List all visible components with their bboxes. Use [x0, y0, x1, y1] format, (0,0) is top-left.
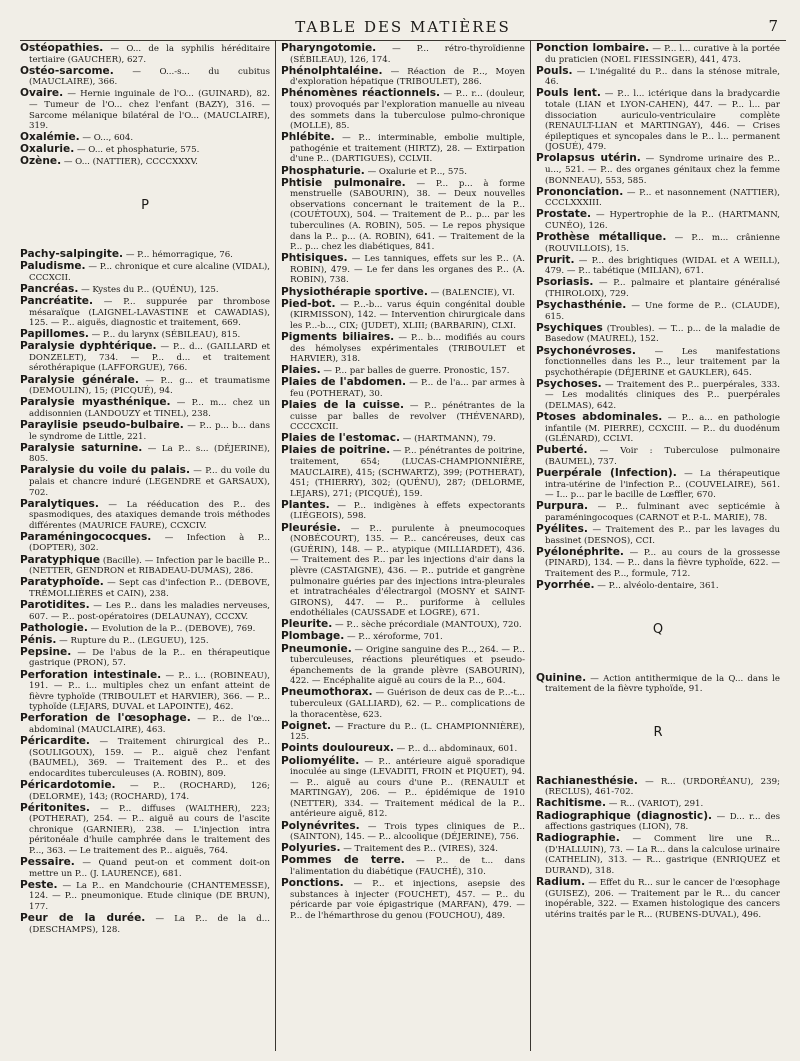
entry-headword: Ostéo-sarcome. — [20, 64, 114, 77]
entry-headword: Pepsine. — [20, 645, 72, 658]
column-left — [20, 41, 275, 1051]
entry-references: — P... de t... dans l'alimentation du diabétique (FAUCHÉ), 310. — [290, 856, 525, 877]
entry-headword: Pneumonie. — [281, 642, 352, 655]
entry-references: — Quand peut-on et comment doit-on mettre un P... (J. LAURENCE), 681. — [29, 858, 270, 879]
index-entry — [20, 499, 270, 532]
entry-headword: Pouls. — [536, 64, 573, 77]
entry-references: — Fracture du P... (L. CHAMPIONNIÈRE), 125. — [290, 721, 525, 743]
index-entry — [281, 687, 525, 720]
index-entry — [20, 670, 270, 713]
index-entry — [281, 299, 525, 332]
entry-headword: Poignet. — [281, 719, 332, 732]
entry-headword: Oxalurie. — [20, 143, 75, 156]
entry-references: — P... des brightiques (WIDAL et A WEILL), 479. — P... tabétique (MILIAN), 671. — [545, 255, 780, 277]
index-entry — [536, 187, 780, 209]
entry-references: — P... l... ictérique dans la bradycardie totale (LIAN et LYON-CAHEN), 447. — P... l... par dissociation auriculo-ventriculaire complète (RENAULT-LIAN et MARTINGAY), 446. — Crises épileptiques et syncopales dans le P... l... permanent (JOSUÉ), 479. — [545, 89, 780, 153]
entry-headword: Paratyphique — [20, 553, 101, 566]
entry-headword: Rachitisme. — [536, 797, 607, 810]
index-entry — [536, 346, 780, 379]
entry-headword: Polyuries. — [281, 842, 341, 855]
entry-references: — P... xéroforme, 701. — [344, 632, 443, 643]
index-entry — [536, 673, 780, 695]
entry-references: — Oxalurie et P..., 575. — [364, 166, 467, 177]
index-entry — [536, 323, 780, 345]
entry-references: — P... g... et traumatisme (DEMOULIN), 15; (PICQUÉ), 94. — [29, 375, 270, 397]
page-number: 7 — [768, 17, 778, 35]
index-entry — [20, 577, 270, 599]
index-entry — [536, 153, 780, 186]
index-entry — [536, 209, 780, 231]
entry-references: — P... antérieure aiguë sporadique inoculée au singe (LEVADITI, FROIN et PIQUET), 94. — P... aiguë au cours d'une P... (RENAULT et MARTINGAY), 206. — P... épidémique de 1910 (NETTER), 334. — Traitement médical de la P... antérieure aiguë, 812. — [290, 756, 525, 820]
index-entry — [281, 855, 525, 877]
entry-headword: Pharyngotomie. — [281, 42, 377, 54]
entry-references: — Les manifestations fonctionnelles dans les P..., leur traitement par la psychothérapie (DÉJERINE et GAUKLER), 645. — [545, 346, 780, 378]
entry-headword: Radiographique (diagnostic). — [536, 809, 713, 822]
entry-references: — Trois types cliniques de P... (SAINTON), 145. — P... alcoolique (DÉJERINE), 756. — [290, 821, 525, 843]
index-entry — [536, 833, 780, 876]
entry-headword: Plaies de l'estomac. — [281, 432, 401, 445]
entry-references: — Traitement des P... (VIRES), 324. — [340, 844, 498, 855]
entry-headword: Pleurite. — [281, 618, 333, 631]
column-right — [530, 41, 785, 1051]
entry-references: — Infection à P... (DOPTER), 302. — [29, 532, 270, 554]
entry-references: — La thérapeutique intra-utérine de l'infection P... (COUVELAIRE), 561. — I... p... par le bacille de Lœffler, 670. — [545, 469, 780, 501]
entry-references: — P... pénétrantes de poitrine, traitement, 654; (LUCAS-CHAMPIONNIÈRE, MAUCLAIRE), 415; (SCHWARTZ), 399; (POTHERAT), 451; (THIERRY), 302; (QUÉNU), 287; (DELORME, LEJARS), 271; (PICQUÉ), 159. — [290, 446, 525, 499]
entry-references: — P... a... en pathologie infantile (M. PIERRE), CCXCIII. — P... du duodénum (GLÉNARD), CCLVI. — [545, 413, 780, 445]
entry-headword: Papillomes. — [20, 328, 89, 341]
entry-references: — P... et nasonnement (NATTIER), CCCLXXXIII. — [545, 187, 780, 209]
entry-references: — P... p... à forme menstruelle (SABOURIN), 38. — Deux nouvelles observations concernant le traitement de la P... (COUÉTOUX), 504. — Traitement de P... p... par les tuberculines (A. ROBIN), 505. — Le repos physique dans la P... p... (A. ROBIN), 641. — Traitement de la P... p... chez les diabétiques, 841. — [290, 178, 525, 253]
entry-references: — P... du voile du palais et chancre induré (LEGENDRE et GARSAUX), 702. — [29, 466, 270, 498]
entry-headword: Pyélites. — [536, 523, 588, 536]
page-header — [20, 14, 786, 41]
index-entry — [20, 249, 270, 261]
entry-headword: Psychiques — [536, 321, 603, 334]
entry-headword: Ponction lombaire. — [536, 42, 650, 54]
index-entry — [536, 88, 780, 153]
index-entry — [281, 66, 525, 88]
entry-references: — Traitement chirurgical des P... (SOULIGOUX), 159. — P... aiguë chez l'enfant (BAUMEL), 369. — Traitement des P... et des endocardites tuberculeuses (A. ROBIN), 809. — [29, 737, 270, 779]
entry-references: — P... m... chez un addisonnien (LANDOUZY et TINEL), 238. — [29, 398, 270, 419]
entry-references: — P... l... curative à la portée du praticien (NOEL FIESSINGER), 441, 473. — [545, 44, 781, 65]
entry-headword: Paraylisie pseudo-bulbaire. — [20, 418, 184, 431]
entry-headword: Plombage. — [281, 630, 345, 643]
entry-headword: Pancréatite. — [20, 294, 93, 307]
entry-headword: Phlébite. — [281, 131, 335, 144]
entry-headword: Peste. — [20, 878, 58, 891]
index-entry — [281, 132, 525, 165]
entry-headword: Péritonites. — [20, 801, 90, 814]
column-middle — [275, 41, 530, 1051]
index-entry — [536, 877, 780, 920]
entry-references: — P... au cours de la grossesse (PINARD), 134. — P... dans la fièvre typhoïde, 622. — Traitement des P..., formule, 712. — [545, 547, 780, 579]
entry-headword: Prothèse métallique. — [536, 231, 667, 244]
index-entry — [20, 88, 270, 131]
index-entry — [20, 397, 270, 419]
index-entry — [20, 156, 270, 168]
index-entry — [536, 468, 780, 501]
entry-headword: Purpura. — [536, 500, 589, 513]
entry-references: — P... purulente à pneumocoques (NOBÉCOURT), 135. — P... cancéreuses, deux cas (GUÉRIN), 148. — P... atypique (MILLIARDET), 436. — Traitement des P... par les injections d'air dans la plèvre (CASTAIGNE), 436. — P... putride et gangrène pulmonaire guéries par des injections intra-pleurales et intratrachéales d'électrargol (MOSNY et SAINT-GIRONS), 447. — P... puriforme à cellules endothéliales (CAUSSADE et LOGRE), 671. — [290, 523, 525, 619]
index-entry — [536, 255, 780, 277]
entry-references: — Syndrome urinaire des P... u..., 521. — P... des organes génitaux chez la femme (BONNEAU), 553, 585. — [545, 154, 780, 186]
index-entry — [281, 253, 525, 286]
entry-headword: Oxalémie. — [20, 131, 80, 144]
entry-references: — Guérison de deux cas de P...-t... tuberculeux (GALLIARD), 62. — P... complications de la thoracentèse, 623. — [290, 688, 525, 720]
index-entry — [536, 547, 780, 580]
index-entry — [281, 878, 525, 921]
index-entry — [536, 43, 780, 65]
page-title: TABLE DES MATIÈRES — [295, 18, 511, 36]
index-entry — [281, 166, 525, 178]
entry-references: — (BALENCIE), VI. — [427, 287, 515, 298]
index-entry — [536, 232, 780, 254]
entry-headword: Ptoses abdominales. — [536, 411, 663, 424]
entry-references: — P... i... (ROBINEAU), 191. — P... i... multiples chez un enfant atteint de fièvre typhoïde (TRIBOULET et HARVIER), 366. — P... typhoïde (LEJARS, DUVAL et LAPOINTE), 462. — [29, 670, 270, 713]
entry-headword: Paratyphoïde. — [20, 576, 104, 589]
index-entry — [20, 261, 270, 283]
entry-references: (Bacille). — Infection par le bacille P... (NETTER, GENDRON et RIBADEAU-DUMAS), 286. — [29, 555, 270, 577]
entry-headword: Pleurésie. — [281, 521, 341, 534]
entry-headword: Prurit. — [536, 253, 575, 266]
index-entry — [20, 465, 270, 498]
index-entry — [281, 332, 525, 365]
entry-references: — Rupture du P... (LEGUEU), 125. — [56, 635, 209, 646]
entry-headword: Paralytiques. — [20, 497, 99, 510]
entry-headword: Péricardotomie. — [20, 778, 116, 791]
entry-headword: Phtisiques. — [281, 252, 348, 265]
entry-headword: Pied-bot. — [281, 297, 336, 310]
entry-references: — De l'abus de la P... en thérapeutique gastrique (PRON), 57. — [29, 647, 270, 669]
entry-headword: Paraméningococques. — [20, 530, 152, 543]
entry-headword: Paralysie du voile du palais. — [20, 464, 191, 477]
entry-references: — La rééducation des P... des spasmodiques, des ataxiques demande trois méthodes différentes (MAURICE FAURE), CCXCIV. — [29, 499, 270, 531]
index-entry — [536, 776, 780, 798]
entry-references: — P... p... b... dans le syndrome de Little, 221. — [29, 420, 270, 442]
entry-headword: Plantes. — [281, 498, 330, 511]
entry-references: — La P... de la d... (DESCHAMPS), 128. — [29, 914, 270, 935]
entry-references: — P... de l'a... par armes à feu (POTHERAT), 30. — [290, 378, 525, 399]
index-entry — [20, 880, 270, 913]
entry-references: — Kystes du P... (QUÉNU), 125. — [78, 284, 219, 295]
entry-references: — P... par balles de guerre. Pronostic, 157. — [320, 366, 510, 377]
entry-headword: Points douloureux. — [281, 742, 394, 755]
entry-headword: Psychasthénie. — [536, 299, 627, 312]
entry-references: — P... pénétrantes de la cuisse par balles de revolver (THÉVENARD), CCCCXCII. — [290, 401, 525, 433]
entry-headword: Pessaire. — [20, 856, 75, 869]
entry-headword: Poliomyélite. — [281, 754, 360, 767]
index-entry — [536, 798, 780, 810]
entry-headword: Paralysie saturnine. — [20, 441, 143, 454]
entry-references: — P... alvéolo-dentaire, 361. — [594, 581, 719, 591]
index-entry — [281, 88, 525, 131]
entry-headword: Pommes de terre. — [281, 854, 405, 867]
index-entry — [281, 756, 525, 821]
entry-references: — Sept cas d'infection P... (DEBOVE, TRÉMOLLIÈRES et CAIN), 238. — [29, 578, 270, 599]
index-entry — [20, 43, 270, 65]
index-entry — [281, 843, 525, 855]
entry-headword: Ovaire. — [20, 87, 64, 100]
entry-references: — P... de l'œ... abdominal (MAUCLAIRE), 463. — [29, 714, 270, 735]
entry-references: — D... r... des affections gastriques (LION), 78. — [545, 811, 781, 833]
entry-headword: Pathologie. — [20, 621, 88, 634]
entry-references: — Traitement des P... puerpérales, 333. — Les modalités cliniques des P... puerpérales (DELMAS), 642. — [545, 379, 780, 411]
section-letter-q: Q — [652, 621, 664, 637]
entry-headword: Ozène. — [20, 155, 62, 168]
entry-headword: Perforation de l'œsophage. — [20, 712, 191, 725]
entry-headword: Plaies de la cuisse. — [281, 399, 404, 411]
entry-references: — Voir : Tuberculose pulmonaire (BAUMEL), 737. — [545, 446, 780, 467]
entry-references: — P... et injections, asepsie des substances à injecter (FOUCHET), 457. — P... du péricarde par voie épigastrique (MARFAN), 479. — P... de l'hémarthrose du genou (FOUCHOU), 489. — [290, 879, 525, 921]
entry-headword: Plaies. — [281, 364, 321, 377]
index-entry — [20, 296, 270, 329]
index-entry — [281, 500, 525, 522]
index-entry — [536, 300, 780, 322]
entry-references: — P... m... crânienne (ROUVILLOIS), 15. — [545, 233, 780, 254]
entry-references: — Réaction de P..., Moyen d'exploration hépatique (TRIBOULET), 286. — [290, 66, 525, 88]
entry-references: — Une forme de P... (CLAUDE), 615. — [545, 301, 780, 322]
entry-headword: Polynévrites. — [281, 819, 360, 832]
entry-references: — Action antithermique de la Q... dans le traitement de la fièvre typhoïde, 91. — [545, 673, 780, 695]
index-entry — [536, 412, 780, 445]
index-entry — [281, 178, 525, 253]
index-entry — [281, 43, 525, 65]
entry-headword: Psoriasis. — [536, 276, 594, 289]
entry-references: — P... palmaire et plantaire généralisé (THIROLOIX), 729. — [545, 278, 780, 300]
entry-references: — Traitement des P... par les lavages du bassinet (DESNOS), CCI. — [545, 525, 780, 546]
entry-references: — O..., 604. — [79, 133, 134, 144]
entry-references: — (HARTMANN), 79. — [400, 434, 496, 445]
entry-headword: Peur de la durée. — [20, 912, 146, 925]
entry-headword: Paralysie générale. — [20, 373, 139, 386]
index-entry — [281, 821, 525, 843]
entry-headword: Plaies de poitrine. — [281, 444, 391, 457]
entry-headword: Phénomènes réactionnels. — [281, 87, 441, 100]
index-entry — [20, 600, 270, 622]
index-entry — [20, 736, 270, 779]
entry-references: — Hypertrophie de la P... (HARTMANN, CUNÉO), 126. — [545, 210, 780, 231]
index-entry — [536, 524, 780, 546]
entry-references: — P... hémorragique, 76. — [123, 250, 233, 261]
entry-references: — P... (ROCHARD), 126; (DELORME), 143; (ROCHARD), 174. — [29, 780, 270, 802]
entry-headword: Paralysie dyphtérique. — [20, 340, 157, 353]
index-entry — [20, 857, 270, 879]
entry-headword: Ponctions. — [281, 877, 344, 890]
entry-references: — P... diffuses (WALTHER), 223; (POTHERAT), 254. — P... aiguë au cours de l'ascite chronique (GARNIER), 238. — L'injection intra péritonéale d'huile camphrée dans le traitement des P..., 363. — Le traitement des P... aiguës, 764. — [29, 803, 270, 856]
entry-headword: Paludisme. — [20, 260, 86, 273]
entry-references: — Effet du R... sur le cancer de l'œsophage (GUISEZ), 206. — Traitement par le R... du cancer inopérable, 322. — Examen histologique des cancers utérins traités par le R... (RUBENS-DUVAL), 496. — [545, 878, 780, 920]
entry-references: — P... r... (douleur, toux) provoqués par l'exploration manuelle au niveau des sommets dans la tuberculose pulmo-chronique (MOLLE), 85. — [290, 89, 525, 132]
entry-headword: Phénolphtaléine. — [281, 64, 383, 77]
entry-headword: Prostate. — [536, 208, 592, 221]
index-entry — [20, 555, 270, 577]
entry-headword: Péricardite. — [20, 735, 90, 748]
entry-headword: Rachianesthésie. — [536, 774, 638, 787]
entry-references: — O... (NATTIER), CCCCXXXV. — [61, 157, 198, 168]
entry-headword: Pancréas. — [20, 282, 79, 295]
entry-references: — O...-s... du cubitus (MAUCLAIRE), 366. — [29, 66, 270, 88]
index-entry — [20, 803, 270, 857]
entry-references: — Les tanniques, effets sur les P... (A. ROBIN), 479. — Le fer dans les organes des P... (A. ROBIN), 738. — [290, 254, 525, 286]
entry-references: — P... rétro-thyroïdienne (SÉBILEAU), 126, 174. — [290, 44, 525, 65]
entry-references: — P... sèche précordiale (MANTOUX), 720. — [332, 620, 522, 631]
entry-references: — P... indigènes à effets expectorants (LIÉGEOIS), 598. — [290, 500, 525, 522]
entry-headword: Pyélonéphrite. — [536, 545, 624, 558]
index-entry — [281, 400, 525, 433]
entry-headword: Pneumothorax. — [281, 686, 373, 699]
index-entry — [536, 501, 780, 523]
entry-references: (Troubles). — T... p... de la maladie de Basedow (MAUREL), 152. — [545, 323, 780, 345]
index-entry — [20, 66, 270, 88]
entry-references: — R... (URDORÉANU), 239; (RECLUS), 461-702. — [545, 776, 780, 798]
index-entry — [20, 144, 270, 156]
index-entry — [281, 445, 525, 499]
entry-references: — Evolution de la P... (DEBOVE), 769. — [87, 623, 256, 634]
entry-references: — L'inégalité du P... dans la sténose mitrale, 46. — [545, 66, 780, 88]
entry-references: — P... chronique et cure alcaline (VIDAL), CCCXCII. — [29, 262, 270, 283]
section-letter-r: R — [653, 724, 663, 740]
index-entry — [20, 284, 270, 296]
entry-headword: Phtisie pulmonaire. — [281, 176, 406, 189]
index-entry — [281, 619, 525, 631]
entry-headword: Pachy-salpingite. — [20, 248, 124, 261]
entry-references: — La P... s... (DÉJERINE), 805. — [29, 443, 270, 465]
section-letter-p: P — [141, 198, 149, 214]
entry-headword: Psychonévroses. — [536, 344, 636, 357]
index-entry — [20, 635, 270, 647]
entry-headword: Parotidites. — [20, 598, 90, 611]
index-entry — [20, 375, 270, 397]
index-entry — [20, 623, 270, 635]
index-entry — [536, 445, 780, 467]
entry-headword: Physiothérapie sportive. — [281, 285, 428, 298]
entry-references: — P... suppurée par thrombose mésaraïque (LAIGNEL-LAVASTINE et CAWADIAS), 125. — P... aiguës, diagnostic et traitement, 669. — [29, 296, 270, 329]
entry-references: — O... de la syphilis héréditaire tertiaire (GAUCHER), 627. — [29, 44, 270, 65]
index-entry — [281, 433, 525, 445]
entry-headword: Ostéopathies. — [20, 42, 104, 54]
entry-headword: Prolapsus utérin. — [536, 152, 641, 165]
index-entry — [20, 443, 270, 465]
index-entry — [536, 580, 780, 592]
index-entry — [536, 811, 780, 833]
index-entry — [20, 647, 270, 669]
index-columns — [20, 41, 786, 1051]
entry-references: — P... interminable, embolie multiple, pathogénie et traitement (HIRTZ), 28. — Extirpation d'une P... (DARTIGUES), CCLVII. — [290, 133, 525, 165]
entry-references: — P... d... abdominaux, 601. — [393, 744, 518, 755]
index-entry — [536, 66, 780, 88]
index-entry — [281, 523, 525, 619]
entry-references: — P... d... (GAILLARD et DONZELET), 734. — P... d... et traitement sérothérapique (LAFFORGUE), 766. — [29, 342, 271, 374]
entry-references: — R... (VARIOT), 291. — [606, 799, 704, 810]
entry-headword: Radiographie. — [536, 832, 620, 845]
entry-headword: Psychoses. — [536, 377, 602, 390]
index-entry — [281, 721, 525, 743]
entry-references: — Hernie inguinale de l'O... (GUINARD), 82. — Tumeur de l'O... chez l'enfant (BAZY), 316. — Sarcome mélanique bilatéral de l'O... (MAUCLAIRE), 319. — [29, 89, 270, 132]
entry-headword: Quinine. — [536, 671, 587, 684]
index-entry — [20, 420, 270, 442]
entry-references: — P...-b... varus équin congénital double (KIRMISSON), 142. — Intervention chirurgicale dans les P...-b..., CIX; (JUDET), XLIII; (BARBARIN), CLXI. — [290, 299, 525, 331]
entry-references: — P... du larynx (SÉBILEAU), 815. — [88, 330, 241, 341]
index-entry — [20, 132, 270, 144]
index-entry — [281, 287, 525, 299]
entry-headword: Prononciation. — [536, 185, 624, 198]
entry-references: — Comment lire une R... (D'HALLUIN), 73. — La R... dans la calculose urinaire (CATHELIN), 313. — R... gastrique (ENRIQUEZ et DURAND), 318. — [545, 834, 780, 877]
index-entry — [20, 341, 270, 374]
entry-headword: Pénis. — [20, 633, 57, 646]
entry-references: — O... et phosphaturie, 575. — [74, 145, 200, 156]
index-entry — [536, 277, 780, 299]
index-entry — [20, 780, 270, 802]
entry-references: — P... b... modifiés au cours des hémolyses expérimentales (TRIBOULET et HARVIER), 318. — [290, 332, 525, 365]
entry-headword: Puerpérale (Infection). — [536, 467, 677, 480]
entry-headword: Pyorrhée. — [536, 579, 595, 591]
index-entry — [281, 644, 525, 687]
entry-references: — La P... en Mandchourie (CHANTEMESSE), 124. — P... pneumonique. Etude clinique (DE BRUN), 177. — [29, 880, 270, 912]
entry-headword: Plaies de l'abdomen. — [281, 376, 407, 389]
entry-references: — Les P... dans les maladies nerveuses, 607. — P... post-opératoires (DELAUNAY), CCCXV. — [29, 600, 270, 622]
entry-references: — P... fulminant avec septicémie à paraméningocoques (CARNOT et P.-L. MARIE), 78. — [545, 502, 780, 523]
index-entry — [281, 365, 525, 377]
entry-headword: Phosphaturie. — [281, 164, 365, 177]
entry-headword: Puberté. — [536, 444, 588, 457]
entry-references: — Origine sanguine des P..., 264. — P... tuberculeuses, réactions pleurétiques et pseudo-épanchements de la grande plèvre (SABOURIN), 422. — Encéphalite aiguë au cours de la P..., 604. — [290, 644, 525, 687]
index-entry — [20, 913, 270, 935]
index-entry — [20, 329, 270, 341]
entry-headword: Perforation intestinale. — [20, 668, 162, 681]
entry-headword: Pigments biliaires. — [281, 330, 395, 343]
entry-headword: Radium. — [536, 876, 586, 889]
index-entry — [281, 377, 525, 399]
entry-headword: Pouls lent. — [536, 87, 601, 100]
index-entry — [281, 631, 525, 643]
index-entry — [536, 379, 780, 412]
entry-headword: Paralysie myasthénique. — [20, 396, 171, 409]
index-entry — [20, 532, 270, 554]
index-entry — [20, 713, 270, 735]
index-entry — [281, 743, 525, 755]
